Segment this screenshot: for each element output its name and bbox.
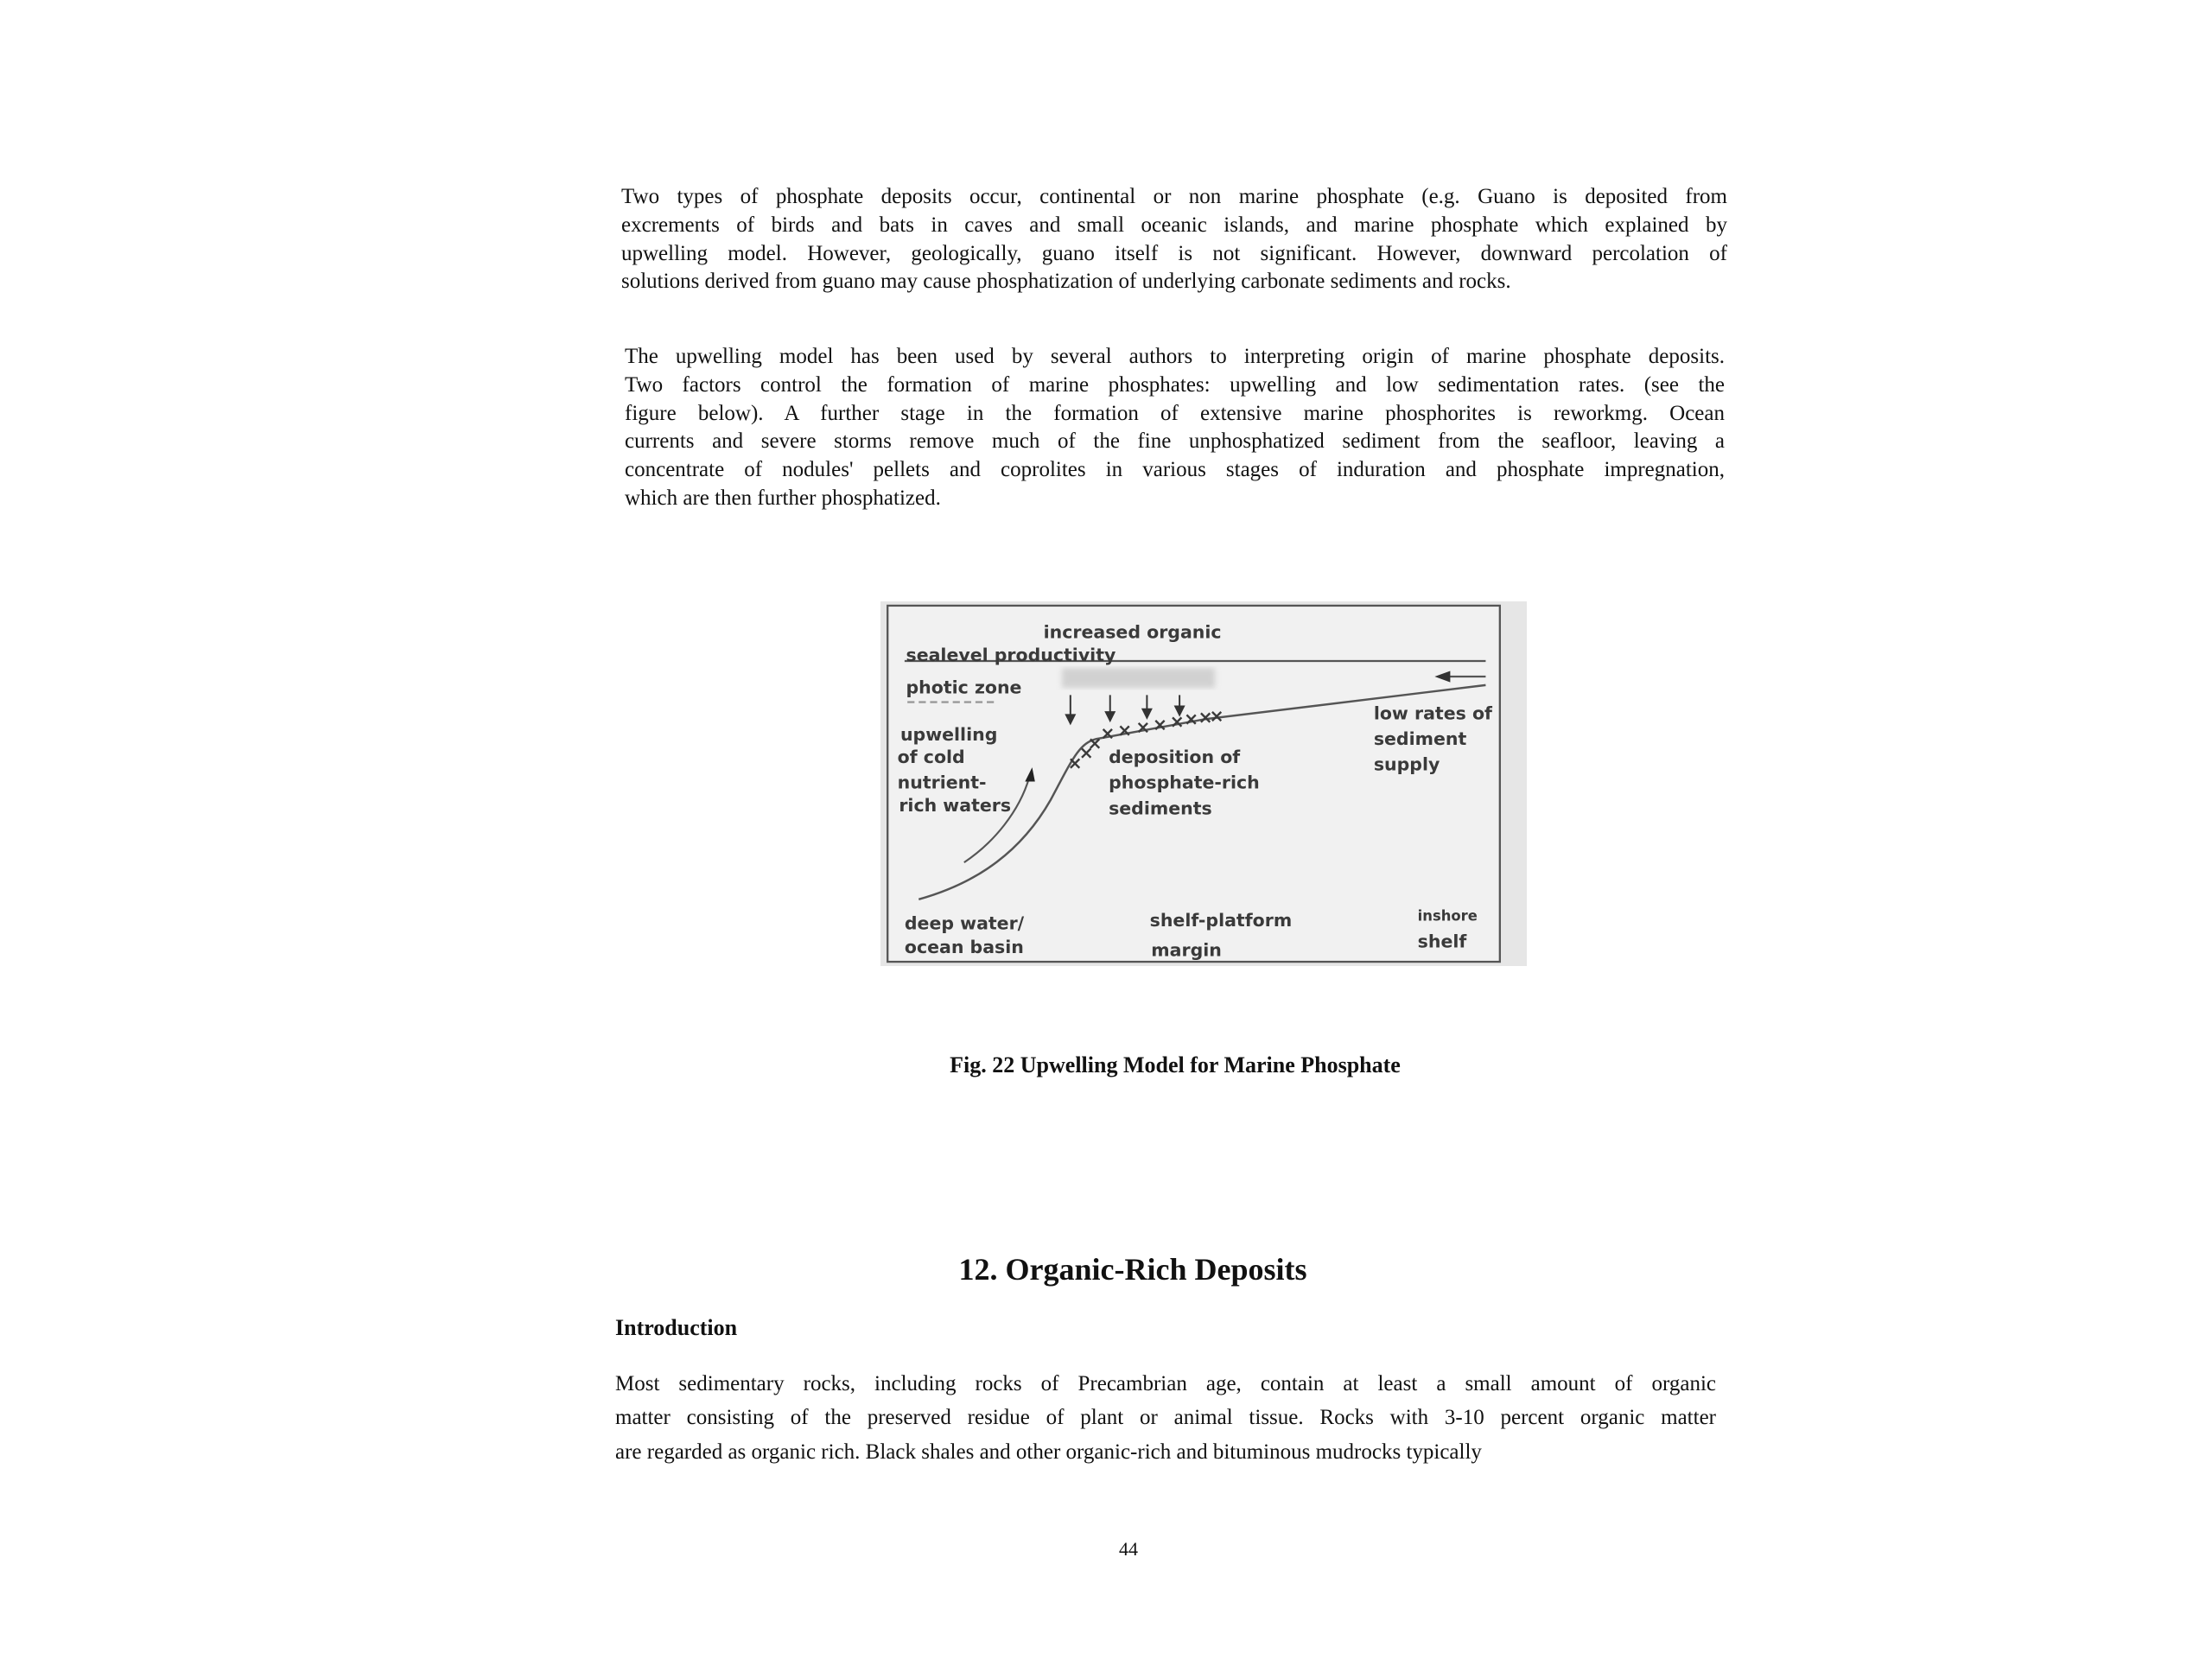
- paragraph-introduction: [615, 1367, 1716, 1469]
- subheading: Introduction: [615, 1315, 738, 1340]
- svg-text:×: ×: [1198, 707, 1213, 728]
- svg-text:×: ×: [1116, 719, 1133, 741]
- svg-text:×: ×: [1184, 708, 1199, 729]
- text-line: solutions derived from guano may cause phosphatization of underlying carbonate sediments and rocks.: [621, 270, 1511, 294]
- text-line: are regarded as organic rich. Black shales and other organic-rich and bituminous mudrocks typically: [615, 1440, 1482, 1464]
- svg-text:×: ×: [1209, 705, 1224, 727]
- label-upwelling: nutrient-: [897, 772, 987, 793]
- text-line: excrements of birds and bats in caves and small oceanic islands, and marine phosphate which explained by: [621, 213, 1727, 237]
- svg-text:×: ×: [1100, 722, 1116, 744]
- svg-text:×: ×: [1087, 732, 1103, 753]
- svg-text:×: ×: [1169, 711, 1185, 733]
- text-line: upwelling model. However, geologically, guano itself is not significant. However, downward percolation of: [621, 241, 1727, 265]
- productivity-shading: [1062, 668, 1215, 688]
- text-line: which are then further phosphatized.: [625, 486, 941, 510]
- label-upwelling: rich waters: [899, 795, 1012, 817]
- label-sealevel-productivity: sealevel productivity: [906, 644, 1116, 665]
- label-low-rates: sediment: [1373, 728, 1467, 749]
- text-line: figure below). A further stage in the formation of extensive marine phosphorites is reworkmg. Ocean: [625, 401, 1725, 425]
- figure-caption: Fig. 22 Upwelling Model for Marine Phosphate: [950, 1052, 1401, 1077]
- svg-text:×: ×: [1067, 752, 1083, 773]
- paragraph-upwelling-model: [625, 343, 1725, 513]
- text-line: Two types of phosphate deposits occur, continental or non marine phosphate (e.g. Guano is deposited from: [621, 185, 1727, 208]
- label-upwelling: upwelling: [899, 723, 998, 745]
- label-low-rates: supply: [1373, 753, 1440, 775]
- text-line: Most sedimentary rocks, including rocks of Precambrian age, contain at least a small amount of organic: [615, 1372, 1716, 1395]
- paragraph-phosphate-types: [621, 183, 1727, 296]
- text-line: currents and severe storms remove much of the fine unphosphatized sediment from the seafloor, leaving a: [625, 429, 1725, 454]
- label-upwelling: of cold: [897, 747, 965, 768]
- label-photic-zone: photic zone: [906, 677, 1022, 698]
- label-inshore: inshore: [1417, 907, 1478, 925]
- text-line: matter consisting of the preserved residue of plant or animal tissue. Rocks with 3-10 percent organic matter: [615, 1406, 1716, 1430]
- label-deposition: sediments: [1109, 798, 1212, 819]
- page-number: 44: [1119, 1538, 1138, 1560]
- label-deposition: deposition of: [1109, 747, 1241, 768]
- svg-text:×: ×: [1152, 714, 1168, 735]
- section-heading: 12. Organic-Rich Deposits: [958, 1252, 1307, 1287]
- label-shelf: shelf: [1417, 931, 1467, 952]
- label-deep-water: ocean basin: [904, 937, 1024, 958]
- svg-text:×: ×: [1135, 716, 1151, 738]
- svg-text:×: ×: [1078, 742, 1094, 764]
- text-line: Two factors control the formation of marine phosphates: upwelling and low sedimentation rates. (see the: [625, 372, 1725, 397]
- label-low-rates: low rates of: [1373, 702, 1492, 724]
- label-shelf-platform: margin: [1151, 939, 1222, 961]
- label-deep-water: deep water/: [904, 912, 1025, 934]
- upwelling-model-figure: [880, 601, 1527, 966]
- text-line: The upwelling model has been used by several authors to interpreting origin of marine phosphate deposits.: [625, 345, 1725, 368]
- label-deposition: phosphate-rich: [1109, 772, 1260, 793]
- label-increased-organic: increased organic: [1043, 621, 1222, 643]
- text-line: concentrate of nodules' pellets and coprolites in various stages of induration and phosphate impregnation,: [625, 458, 1725, 482]
- label-shelf-platform: shelf-platform: [1149, 910, 1293, 931]
